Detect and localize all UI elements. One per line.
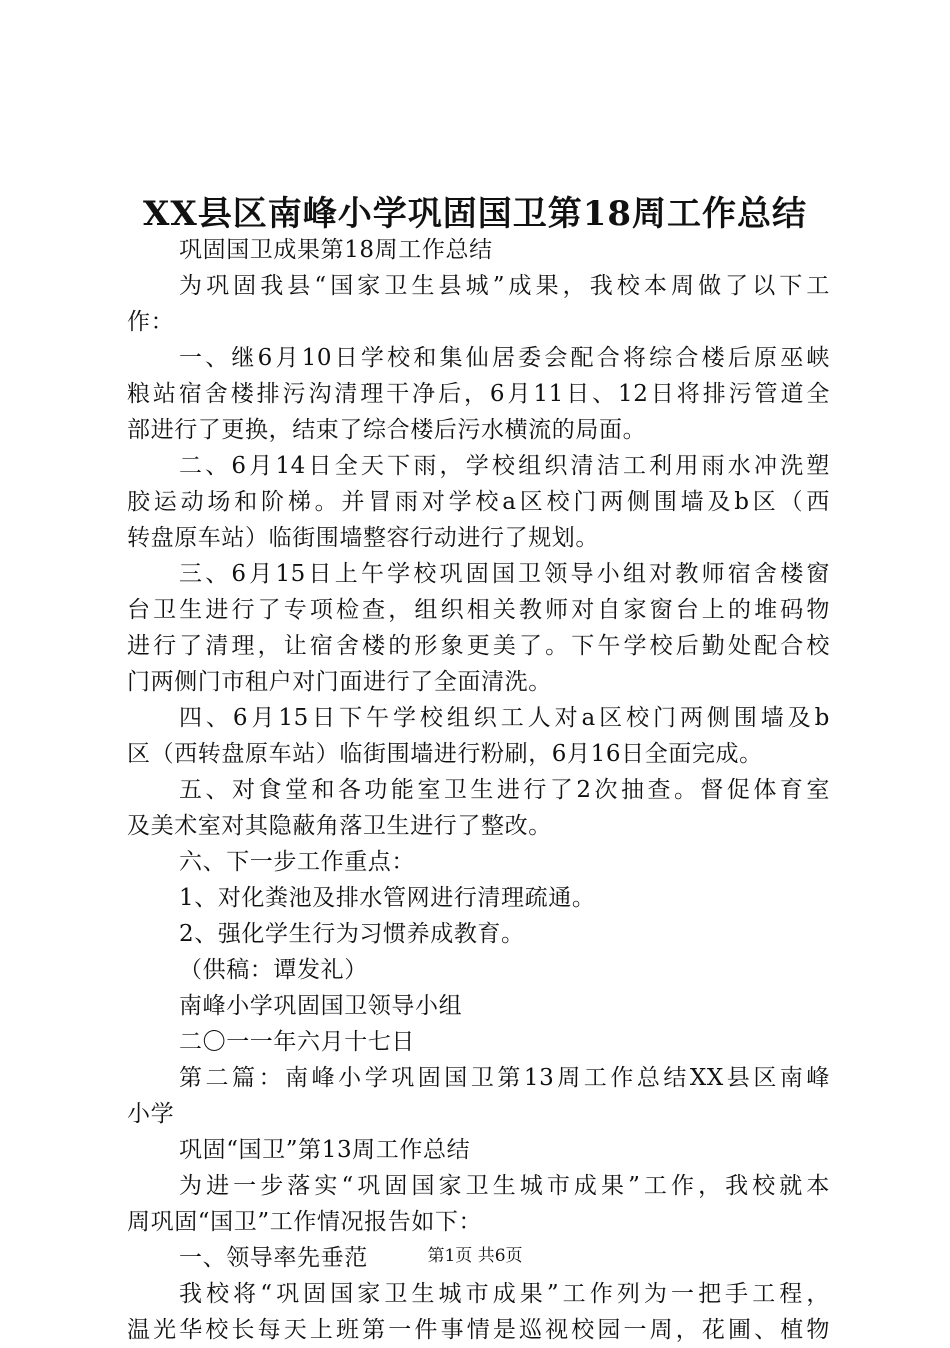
- list-item: 1、对化粪池及排水管网进行清理疏通。: [179, 885, 596, 911]
- document-body: [127, 232, 830, 1348]
- section-heading: 第二篇：南峰小学巩固国卫第13周工作总结XX县区南峰: [179, 1065, 830, 1091]
- section-heading: 小学: [127, 1101, 175, 1127]
- paragraph-line: 区（西转盘原车站）临街围墙进行粉刷，6月16日全面完成。: [127, 741, 763, 767]
- paragraph-line: 周巩固“国卫”工作情况报告如下：: [127, 1209, 483, 1235]
- paragraph-line: 胶运动场和阶梯。并冒雨对学校a区校门两侧围墙及b区（西: [127, 489, 830, 515]
- subtitle-line: 巩固“国卫”第13周工作总结: [179, 1137, 471, 1163]
- paragraph-line: 及美术室对其隐蔽角落卫生进行了整改。: [127, 813, 552, 839]
- contributor-line: （供稿：谭发礼）: [179, 957, 368, 983]
- paragraph-line: 粮站宿舍楼排污沟清理干净后，6月11日、12日将排污管道全: [127, 381, 830, 407]
- paragraph-line: 四、6月15日下午学校组织工人对a区校门两侧围墙及b: [179, 705, 830, 731]
- subsection-heading: 一、领导率先垂范: [179, 1245, 368, 1271]
- paragraph-line: 为巩固我县“国家卫生县城”成果，我校本周做了以下工: [179, 273, 830, 299]
- paragraph-line: 一、继6月10日学校和集仙居委会配合将综合楼后原巫峡: [179, 345, 830, 371]
- paragraph-line: 为进一步落实“巩固国家卫生城市成果”工作，我校就本: [179, 1173, 830, 1199]
- paragraph-line: 二、6月14日全天下雨，学校组织清洁工利用雨水冲洗塑: [179, 453, 830, 479]
- paragraph-line: 转盘原车站）临街围墙整容行动进行了规划。: [127, 525, 599, 551]
- paragraph-line: 进行了清理，让宿舍楼的形象更美了。下午学校后勤处配合校: [127, 633, 830, 659]
- paragraph-line: 六、下一步工作重点：: [179, 849, 415, 875]
- signature-org: 南峰小学巩固国卫领导小组: [179, 993, 463, 1019]
- paragraph-line: 作：: [127, 309, 175, 335]
- paragraph-line: 温光华校长每天上班第一件事情是巡视校园一周，花圃、植物: [127, 1317, 830, 1343]
- signature-date: 二〇一一年六月十七日: [179, 1029, 415, 1055]
- paragraph-line: 部进行了更换，结束了综合楼后污水横流的局面。: [127, 417, 647, 443]
- document-title: XX县区南峰小学巩固国卫第18周工作总结: [142, 194, 808, 234]
- paragraph-line: 三、6月15日上午学校巩固国卫领导小组对教师宿舍楼窗: [179, 561, 830, 587]
- paragraph-line: 门两侧门市租户对门面进行了全面清洗。: [127, 669, 552, 695]
- page-number: 第1页 共6页: [427, 1246, 523, 1266]
- list-item: 2、强化学生行为习惯养成教育。: [179, 921, 525, 947]
- paragraph-line: 五、对食堂和各功能室卫生进行了2次抽查。督促体育室: [179, 777, 830, 803]
- subtitle-line: 巩固国卫成果第18周工作总结: [179, 237, 493, 263]
- paragraph-line: 我校将“巩固国家卫生城市成果”工作列为一把手工程，: [179, 1281, 830, 1307]
- paragraph-line: 台卫生进行了专项检查，组织相关教师对自家窗台上的堆码物: [127, 597, 830, 623]
